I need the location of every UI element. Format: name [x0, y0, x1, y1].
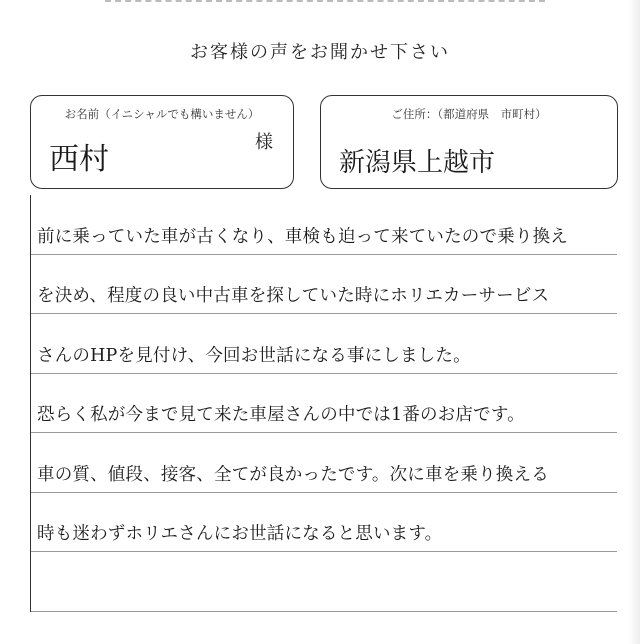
comment-line — [31, 433, 617, 493]
comment-line — [31, 374, 617, 434]
address-value: 新潟県上越市 — [339, 148, 496, 178]
comment-line — [31, 255, 617, 315]
comment-line — [31, 552, 617, 612]
comment-line — [31, 195, 617, 255]
address-label: ご住所：（都道府県 市町村） — [391, 107, 547, 121]
name-label: お名前（イニシャルでも構いません） — [64, 107, 260, 121]
form-title: お客様の声をお聞かせ下さい — [190, 42, 450, 63]
comment-text: を決め、程度の良い中古車を探していた時にホリエカーサービス — [37, 286, 550, 306]
scan-artifact — [105, 0, 545, 8]
address-box — [320, 95, 618, 189]
comment-line — [31, 493, 617, 553]
name-value: 西村 — [49, 142, 109, 177]
comment-area — [30, 195, 617, 612]
scan-edge — [628, 0, 640, 644]
honorific-label: 様 — [255, 132, 273, 153]
comment-text: さんのHPを見付け、今回お世話になる事にしました。 — [37, 345, 471, 366]
name-box — [30, 95, 294, 189]
comment-text: 恐らく私が今まで見て来た車屋さんの中では1番のお店です。 — [37, 405, 525, 425]
comment-text: 前に乗っていた車が古くなり、車検も迫って来ていたので乗り換え — [37, 226, 568, 247]
comment-text: 車の質、値段、接客、全てが良かったです。次に車を乗り換える — [37, 464, 549, 485]
comment-text: 時も迷わずホリエさんにお世話になると思います。 — [37, 524, 443, 544]
comment-line — [31, 314, 617, 374]
